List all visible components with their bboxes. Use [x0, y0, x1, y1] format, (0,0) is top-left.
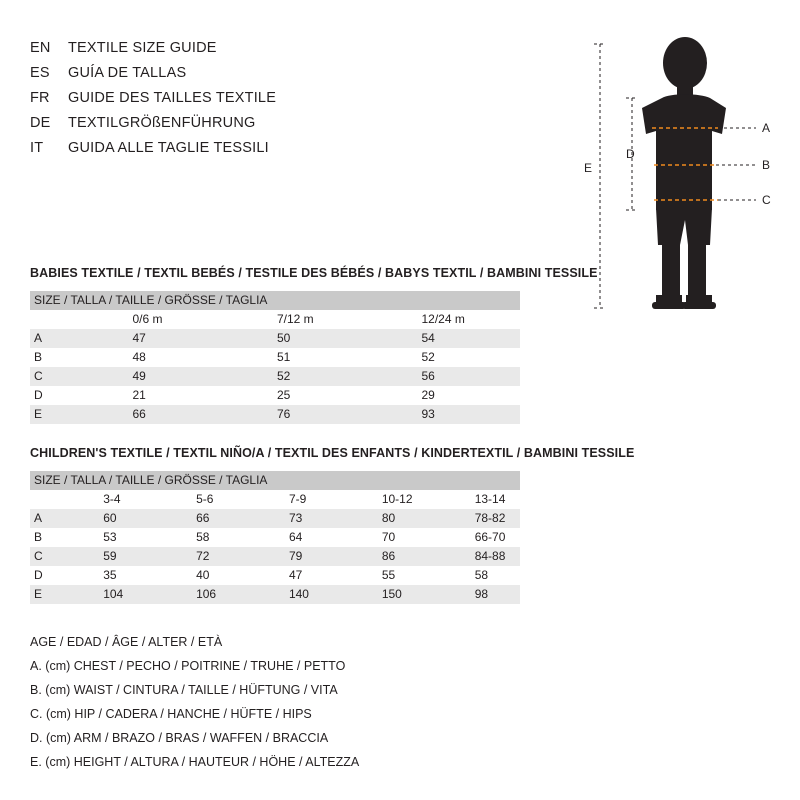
table-row [30, 528, 520, 547]
title-text-fr: GUIDE DES TAILLES TEXTILE [68, 90, 277, 106]
babies-col-2: 12/24 m [375, 310, 520, 329]
table-row [30, 566, 520, 585]
children-col-2: 7-9 [243, 490, 336, 509]
marker-label-c: C [762, 193, 771, 207]
table-row [30, 386, 520, 405]
children-row-label-b: B [30, 528, 57, 547]
marker-label-a: A [762, 121, 771, 135]
children-cell-c-2: 79 [243, 547, 336, 566]
children-cell-b-1: 58 [150, 528, 243, 547]
babies-corner-cell [30, 310, 86, 329]
babies-cell-c-1: 52 [231, 367, 376, 386]
children-cell-b-0: 53 [57, 528, 150, 547]
table-row [30, 509, 520, 528]
vertical-dimension-lines [594, 44, 638, 308]
babies-cell-c-2: 56 [375, 367, 520, 386]
title-lang-es: ES [30, 65, 50, 81]
legend-c-hip: C. (cm) HIP / CADERA / HANCHE / HÜFTE / HIPS [30, 707, 312, 721]
table-row [30, 348, 520, 367]
babies-cell-d-2: 29 [375, 386, 520, 405]
babies-row-label-a: A [30, 329, 86, 348]
babies-cell-a-2: 54 [375, 329, 520, 348]
children-row-label-a: A [30, 509, 57, 528]
table-row [30, 585, 520, 604]
table-row [30, 367, 520, 386]
babies-size-header-row [30, 291, 520, 310]
children-row-label-c: C [30, 547, 57, 566]
children-size-header: SIZE / TALLA / TAILLE / GRÖSSE / TAGLIA [30, 471, 520, 490]
children-cell-e-1: 106 [150, 585, 243, 604]
title-row-en [30, 40, 450, 65]
legend-b-waist: B. (cm) WAIST / CINTURA / TAILLE / HÜFTUNG / VITA [30, 683, 338, 697]
title-lang-it: IT [30, 140, 44, 156]
children-cell-a-2: 73 [243, 509, 336, 528]
babies-cell-b-2: 52 [375, 348, 520, 367]
title-text-it: GUIDA ALLE TAGLIE TESSILI [68, 140, 269, 156]
babies-cell-b-0: 48 [86, 348, 231, 367]
babies-section-heading: BABIES TEXTILE / TEXTIL BEBÉS / TESTILE DES BÉBÉS / BABYS TEXTIL / BAMBINI TESSILE [30, 266, 598, 280]
legend-age: AGE / EDAD / ÂGE / ALTER / ETÀ [30, 635, 223, 649]
children-cell-e-2: 140 [243, 585, 336, 604]
children-cell-c-1: 72 [150, 547, 243, 566]
babies-cell-e-0: 66 [86, 405, 231, 424]
children-cell-d-2: 47 [243, 566, 336, 585]
children-cell-c-4: 84-88 [429, 547, 520, 566]
children-corner-cell [30, 490, 57, 509]
children-cell-c-0: 59 [57, 547, 150, 566]
measurement-figure [570, 30, 780, 320]
babies-cell-c-0: 49 [86, 367, 231, 386]
title-row-it [30, 140, 450, 165]
babies-size-table [30, 291, 520, 424]
children-cell-e-3: 150 [336, 585, 429, 604]
babies-cell-b-1: 51 [231, 348, 376, 367]
children-cell-a-4: 78-82 [429, 509, 520, 528]
table-row [30, 405, 520, 424]
babies-col-0: 0/6 m [86, 310, 231, 329]
babies-cell-d-0: 21 [86, 386, 231, 405]
table-row [30, 547, 520, 566]
babies-row-label-b: B [30, 348, 86, 367]
marker-label-b: B [762, 158, 771, 172]
marker-label-d: D [626, 147, 635, 161]
legend-a-chest: A. (cm) CHEST / PECHO / POITRINE / TRUHE / PETTO [30, 659, 346, 673]
children-cell-b-2: 64 [243, 528, 336, 547]
children-section-heading: CHILDREN'S TEXTILE / TEXTIL NIÑO/A / TEXTIL DES ENFANTS / KINDERTEXTIL / BAMBINI TESSILE [30, 446, 635, 460]
title-row-es [30, 65, 450, 90]
table-row [30, 329, 520, 348]
marker-leaders [716, 128, 756, 200]
title-lang-de: DE [30, 115, 51, 131]
babies-row-label-c: C [30, 367, 86, 386]
marker-label-e: E [584, 161, 593, 175]
babies-cell-a-0: 47 [86, 329, 231, 348]
children-cell-d-0: 35 [57, 566, 150, 585]
children-row-label-e: E [30, 585, 57, 604]
babies-cell-e-1: 76 [231, 405, 376, 424]
children-cell-e-0: 104 [57, 585, 150, 604]
title-lang-en: EN [30, 40, 51, 56]
children-cell-c-3: 86 [336, 547, 429, 566]
children-col-3: 10-12 [336, 490, 429, 509]
children-cell-a-3: 80 [336, 509, 429, 528]
title-lang-fr: FR [30, 90, 50, 106]
children-row-label-d: D [30, 566, 57, 585]
children-cell-a-0: 60 [57, 509, 150, 528]
children-col-1: 5-6 [150, 490, 243, 509]
children-cell-b-4: 66-70 [429, 528, 520, 547]
children-cell-d-4: 58 [429, 566, 520, 585]
measurement-legend [30, 630, 359, 774]
children-col-4: 13-14 [429, 490, 520, 509]
babies-row-label-d: D [30, 386, 86, 405]
title-text-de: TEXTILGRÖßENFÜHRUNG [68, 115, 256, 131]
title-text-en: TEXTILE SIZE GUIDE [68, 40, 217, 56]
babies-cell-d-1: 25 [231, 386, 376, 405]
title-block [30, 40, 450, 165]
babies-size-header: SIZE / TALLA / TAILLE / GRÖSSE / TAGLIA [30, 291, 520, 310]
title-row-de [30, 115, 450, 140]
legend-e-height: E. (cm) HEIGHT / ALTURA / HAUTEUR / HÖHE / ALTEZZA [30, 755, 360, 769]
children-size-table [30, 471, 520, 604]
babies-column-header-row [30, 310, 520, 329]
babies-col-1: 7/12 m [231, 310, 376, 329]
babies-cell-e-2: 93 [375, 405, 520, 424]
babies-row-label-e: E [30, 405, 86, 424]
children-cell-d-3: 55 [336, 566, 429, 585]
children-cell-d-1: 40 [150, 566, 243, 585]
child-silhouette [642, 37, 726, 309]
children-column-header-row [30, 490, 520, 509]
children-cell-b-3: 70 [336, 528, 429, 547]
children-col-0: 3-4 [57, 490, 150, 509]
legend-d-arm: D. (cm) ARM / BRAZO / BRAS / WAFFEN / BRACCIA [30, 731, 329, 745]
children-size-header-row [30, 471, 520, 490]
title-text-es: GUÍA DE TALLAS [68, 65, 187, 81]
children-cell-a-1: 66 [150, 509, 243, 528]
babies-cell-a-1: 50 [231, 329, 376, 348]
title-row-fr [30, 90, 450, 115]
children-cell-e-4: 98 [429, 585, 520, 604]
